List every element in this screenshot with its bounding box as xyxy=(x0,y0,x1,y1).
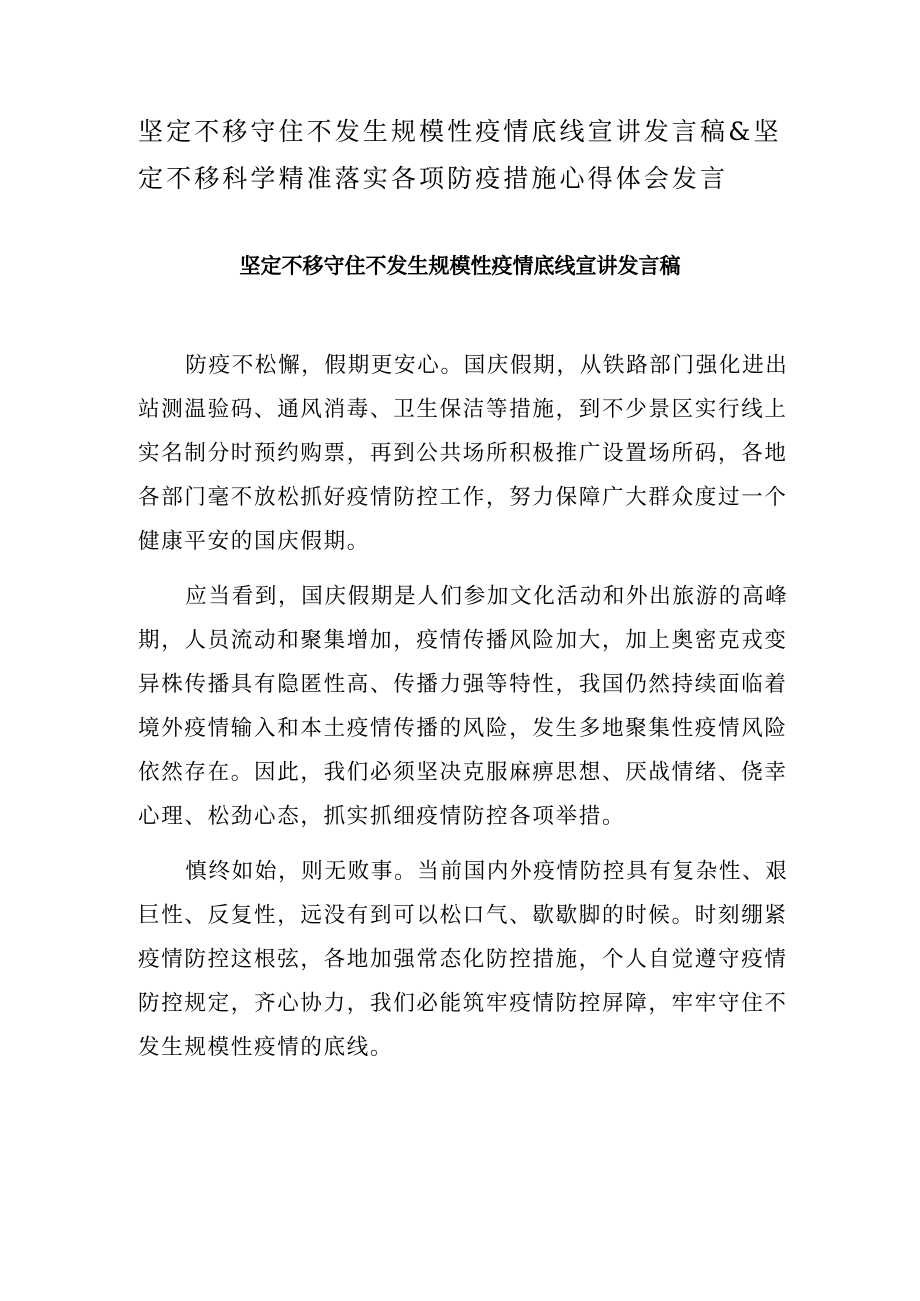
section-title: 坚定不移守住不发生规模性疫情底线宣讲发言稿 xyxy=(239,254,681,278)
document-body xyxy=(138,344,798,1081)
document-title: 坚定不移守住不发生规模性疫情底线宣讲发言稿&坚定不移科学精准落实各项防疫措施心得体会发言 xyxy=(138,117,782,193)
paragraph-1: 防疫不松懈，假期更安心。国庆假期，从铁路部门强化进出站测温验码、通风消毒、卫生保洁等措施，到不少景区实行线上实名制分时预约购票，再到公共场所积极推广设置场所码，各地各部门毫不放松抓好疫情防控工作，努力保障广大群众度过一个健康平安的国庆假期。 xyxy=(138,353,789,554)
paragraph-3: 慎终如始，则无败事。当前国内外疫情防控具有复杂性、艰巨性、反复性，远没有到可以松口气、歇歇脚的时候。时刻绷紧疫情防控这根弦，各地加强常态化防控措施，个人自觉遵守疫情防控规定，齐心协力，我们必能筑牢疫情防控屏障，牢牢守住不发生规模性疫情的底线。 xyxy=(138,859,789,1060)
paragraph-2: 应当看到，国庆假期是人们参加文化活动和外出旅游的高峰期，人员流动和聚集增加，疫情传播风险加大，加上奥密克戎变异株传播具有隐匿性高、传播力强等特性，我国仍然持续面临着境外疫情输入和本土疫情传播的风险，发生多地聚集性疫情风险依然存在。因此，我们必须坚决克服麻痹思想、厌战情绪、侥幸心理、松劲心态，抓实抓细疫情防控各项举措。 xyxy=(138,584,789,829)
